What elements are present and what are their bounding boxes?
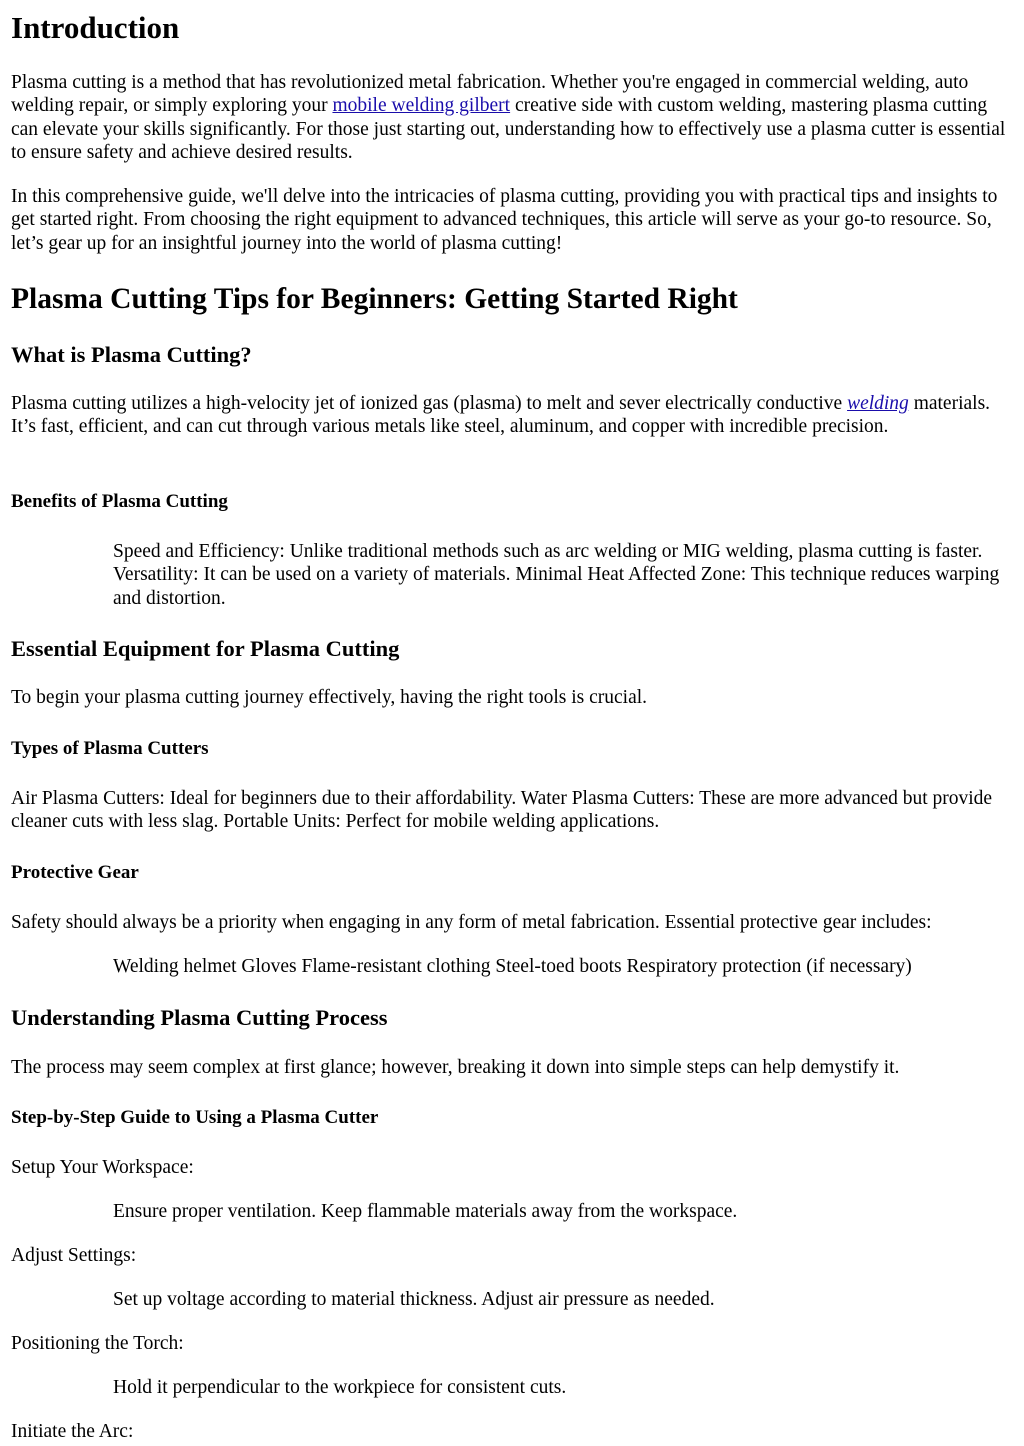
step-3-label: Positioning the Torch: xyxy=(11,1333,184,1354)
step-2-label: Adjust Settings: xyxy=(11,1245,137,1266)
equipment-paragraph: To begin your plasma cutting journey effectively, having the right tools is crucial. xyxy=(11,687,648,708)
gear-paragraph: Safety should always be a priority when engaging in any form of metal fabrication. Essential protective gear includes: xyxy=(11,912,932,933)
intro-heading: Introduction xyxy=(11,10,180,45)
step-1-detail: Ensure proper ventilation. Keep flammable materials away from the workspace. xyxy=(113,1201,738,1222)
what-is-heading: What is Plasma Cutting? xyxy=(11,342,252,367)
gear-list: Welding helmet Gloves Flame-resistant clothing Steel-toed boots Respiratory protection (if necessary) xyxy=(113,956,912,977)
what-is-paragraph xyxy=(11,392,1014,439)
benefits-list: Speed and Efficiency: Unlike traditional methods such as arc welding or MIG welding, plasma cutting is faster. Versatility: It can be used on a variety of materials. Minimal Heat Affected Zone: This technique reduces warping and distortion. xyxy=(113,541,1000,609)
intro-paragraph-2: In this comprehensive guide, we'll delve into the intricacies of plasma cutting, providing you with practical tips and insights to get started right. From choosing the right equipment to advanced techniques, this article will serve as your go-to resource. So, let’s gear up for an insightful journey into the world of plasma cutting! xyxy=(11,186,998,254)
types-heading: Types of Plasma Cutters xyxy=(11,738,209,759)
main-title: Plasma Cutting Tips for Beginners: Getting Started Right xyxy=(11,283,738,315)
what-is-text-a: Plasma cutting utilizes a high-velocity jet of ionized gas (plasma) to melt and sever electrically conductive xyxy=(11,393,848,414)
types-paragraph: Air Plasma Cutters: Ideal for beginners due to their affordability. Water Plasma Cutters: These are more advanced but provide cleaner cuts with less slag. Portable Units: Perfect for mobile welding applications. xyxy=(11,788,993,833)
gear-heading: Protective Gear xyxy=(11,862,139,883)
intro-paragraph-1 xyxy=(11,71,1014,164)
equipment-heading: Essential Equipment for Plasma Cutting xyxy=(11,636,400,661)
step-4-label: Initiate the Arc: xyxy=(11,1421,134,1442)
benefits-heading: Benefits of Plasma Cutting xyxy=(11,491,228,512)
intro-p1-text-a: Plasma cutting is a method that has revolutionized metal fabrication. Whether you're engaged in commercial welding, auto welding repair, or simply exploring your xyxy=(11,72,969,117)
steps-heading: Step-by-Step Guide to Using a Plasma Cutter xyxy=(11,1107,379,1128)
mobile-welding-gilbert-link[interactable]: mobile welding gilbert xyxy=(332,95,511,117)
welding-link[interactable]: welding xyxy=(847,393,909,414)
intro-p1-text-b: creative side with custom welding, mastering plasma cutting can elevate your skills significantly. For those just starting out, understanding how to effectively use a plasma cutter is essential to ensure safety and achieve desired results. xyxy=(11,95,1006,163)
step-1-label: Setup Your Workspace: xyxy=(11,1157,194,1178)
process-paragraph: The process may seem complex at first glance; however, breaking it down into simple steps can help demystify it. xyxy=(11,1057,900,1078)
step-3-detail: Hold it perpendicular to the workpiece for consistent cuts. xyxy=(113,1377,567,1398)
what-is-text-b: materials. It’s fast, efficient, and can cut through various metals like steel, aluminum, and copper with incredible precision. xyxy=(11,393,991,438)
process-heading: Understanding Plasma Cutting Process xyxy=(11,1005,388,1030)
step-2-detail: Set up voltage according to material thickness. Adjust air pressure as needed. xyxy=(113,1289,715,1310)
